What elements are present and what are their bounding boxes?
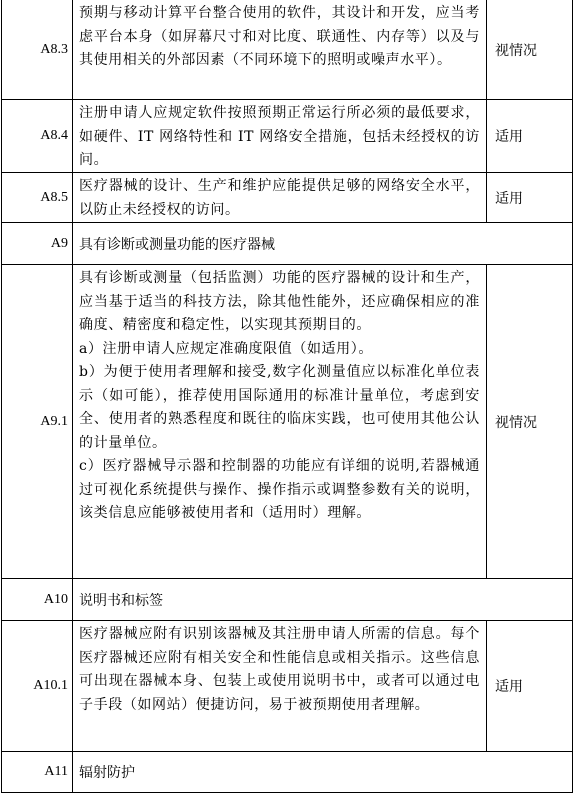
applicability: 适用 [495, 129, 523, 145]
applicability: 视情况 [495, 42, 537, 59]
row-id: A11 [2, 752, 73, 792]
requirements-table [1, 0, 573, 793]
row-id: A10.1 [2, 621, 73, 751]
table-row [2, 620, 572, 751]
applicability: 适用 [495, 679, 523, 695]
requirement-text [73, 0, 487, 99]
table-row [2, 172, 572, 222]
requirement-paragraph: 注册申请人应规定软件按照预期正常运行所必须的最低要求，如硬件、IT 网络特性和 IT 网络安全措施，包括未经授权的访问。 [79, 105, 480, 168]
requirement-text [73, 173, 487, 222]
requirement-paragraph: 医疗器械的设计、生产和维护应能提供足够的网络安全水平，以防止未经授权的访问。 [79, 178, 480, 218]
applicability: 视情况 [495, 414, 537, 431]
requirement-text [73, 265, 487, 578]
requirement-item-c: c）医疗器械导示器和控制器的功能应有详细的说明,若器械通过可视化系统提供与操作、操作指示或调整参数有关的说明，该类信息应能够被使用者和（适用时）理解。 [79, 458, 480, 521]
table-row [2, 751, 572, 792]
requirement-paragraph: 医疗器械应附有识别该器械及其注册申请人所需的信息。每个医疗器械还应附有相关安全和性能信息或相关指示。这些信息可出现在器械本身、包装上或使用说明书中，或者可以通过电子手段（如网站）便捷访问，易于被预期使用者理解。 [79, 626, 480, 713]
row-id: A9.1 [2, 265, 73, 578]
requirement-paragraph: 预期与移动计算平台整合使用的软件，其设计和开发，应当考虑平台本身（如屏幕尺寸和对比度、联通性、内存等）以及与其使用相关的外部因素（不同环境下的照明或噪声水平）。 [79, 5, 480, 68]
section-title: 具有诊断或测量功能的医疗器械 [79, 236, 275, 253]
requirement-item-b: b）为便于使用者理解和接受,数字化测量值应以标准化单位表示（如可能），推荐使用国际通用的标准计量单位，考虑到安全、使用者的熟悉程度和既往的临床实践，也可使用其他公认的计量单位。 [79, 364, 480, 451]
table-row [2, 99, 572, 172]
row-id: A10 [2, 579, 73, 620]
table-row [2, 222, 572, 264]
table-row [2, 264, 572, 578]
table-row [2, 578, 572, 620]
row-id: A9 [2, 223, 73, 264]
row-id: A8.4 [2, 100, 73, 172]
requirement-paragraph: 具有诊断或测量（包括监测）功能的医疗器械的设计和生产，应当基于适当的科技方法，除其他性能外，还应确保相应的准确度、精密度和稳定性，以实现其预期目的。 [79, 270, 480, 333]
row-id: A8.3 [2, 0, 73, 99]
applicability: 适用 [495, 190, 523, 207]
requirement-text [73, 621, 487, 751]
section-title: 说明书和标签 [79, 592, 163, 609]
requirement-item-a: a）注册申请人应规定准确度限值（如适用）。 [79, 340, 373, 357]
requirement-text [73, 100, 487, 172]
section-title: 辐射防护 [79, 765, 135, 781]
table-row [2, 0, 572, 99]
row-id: A8.5 [2, 173, 73, 222]
